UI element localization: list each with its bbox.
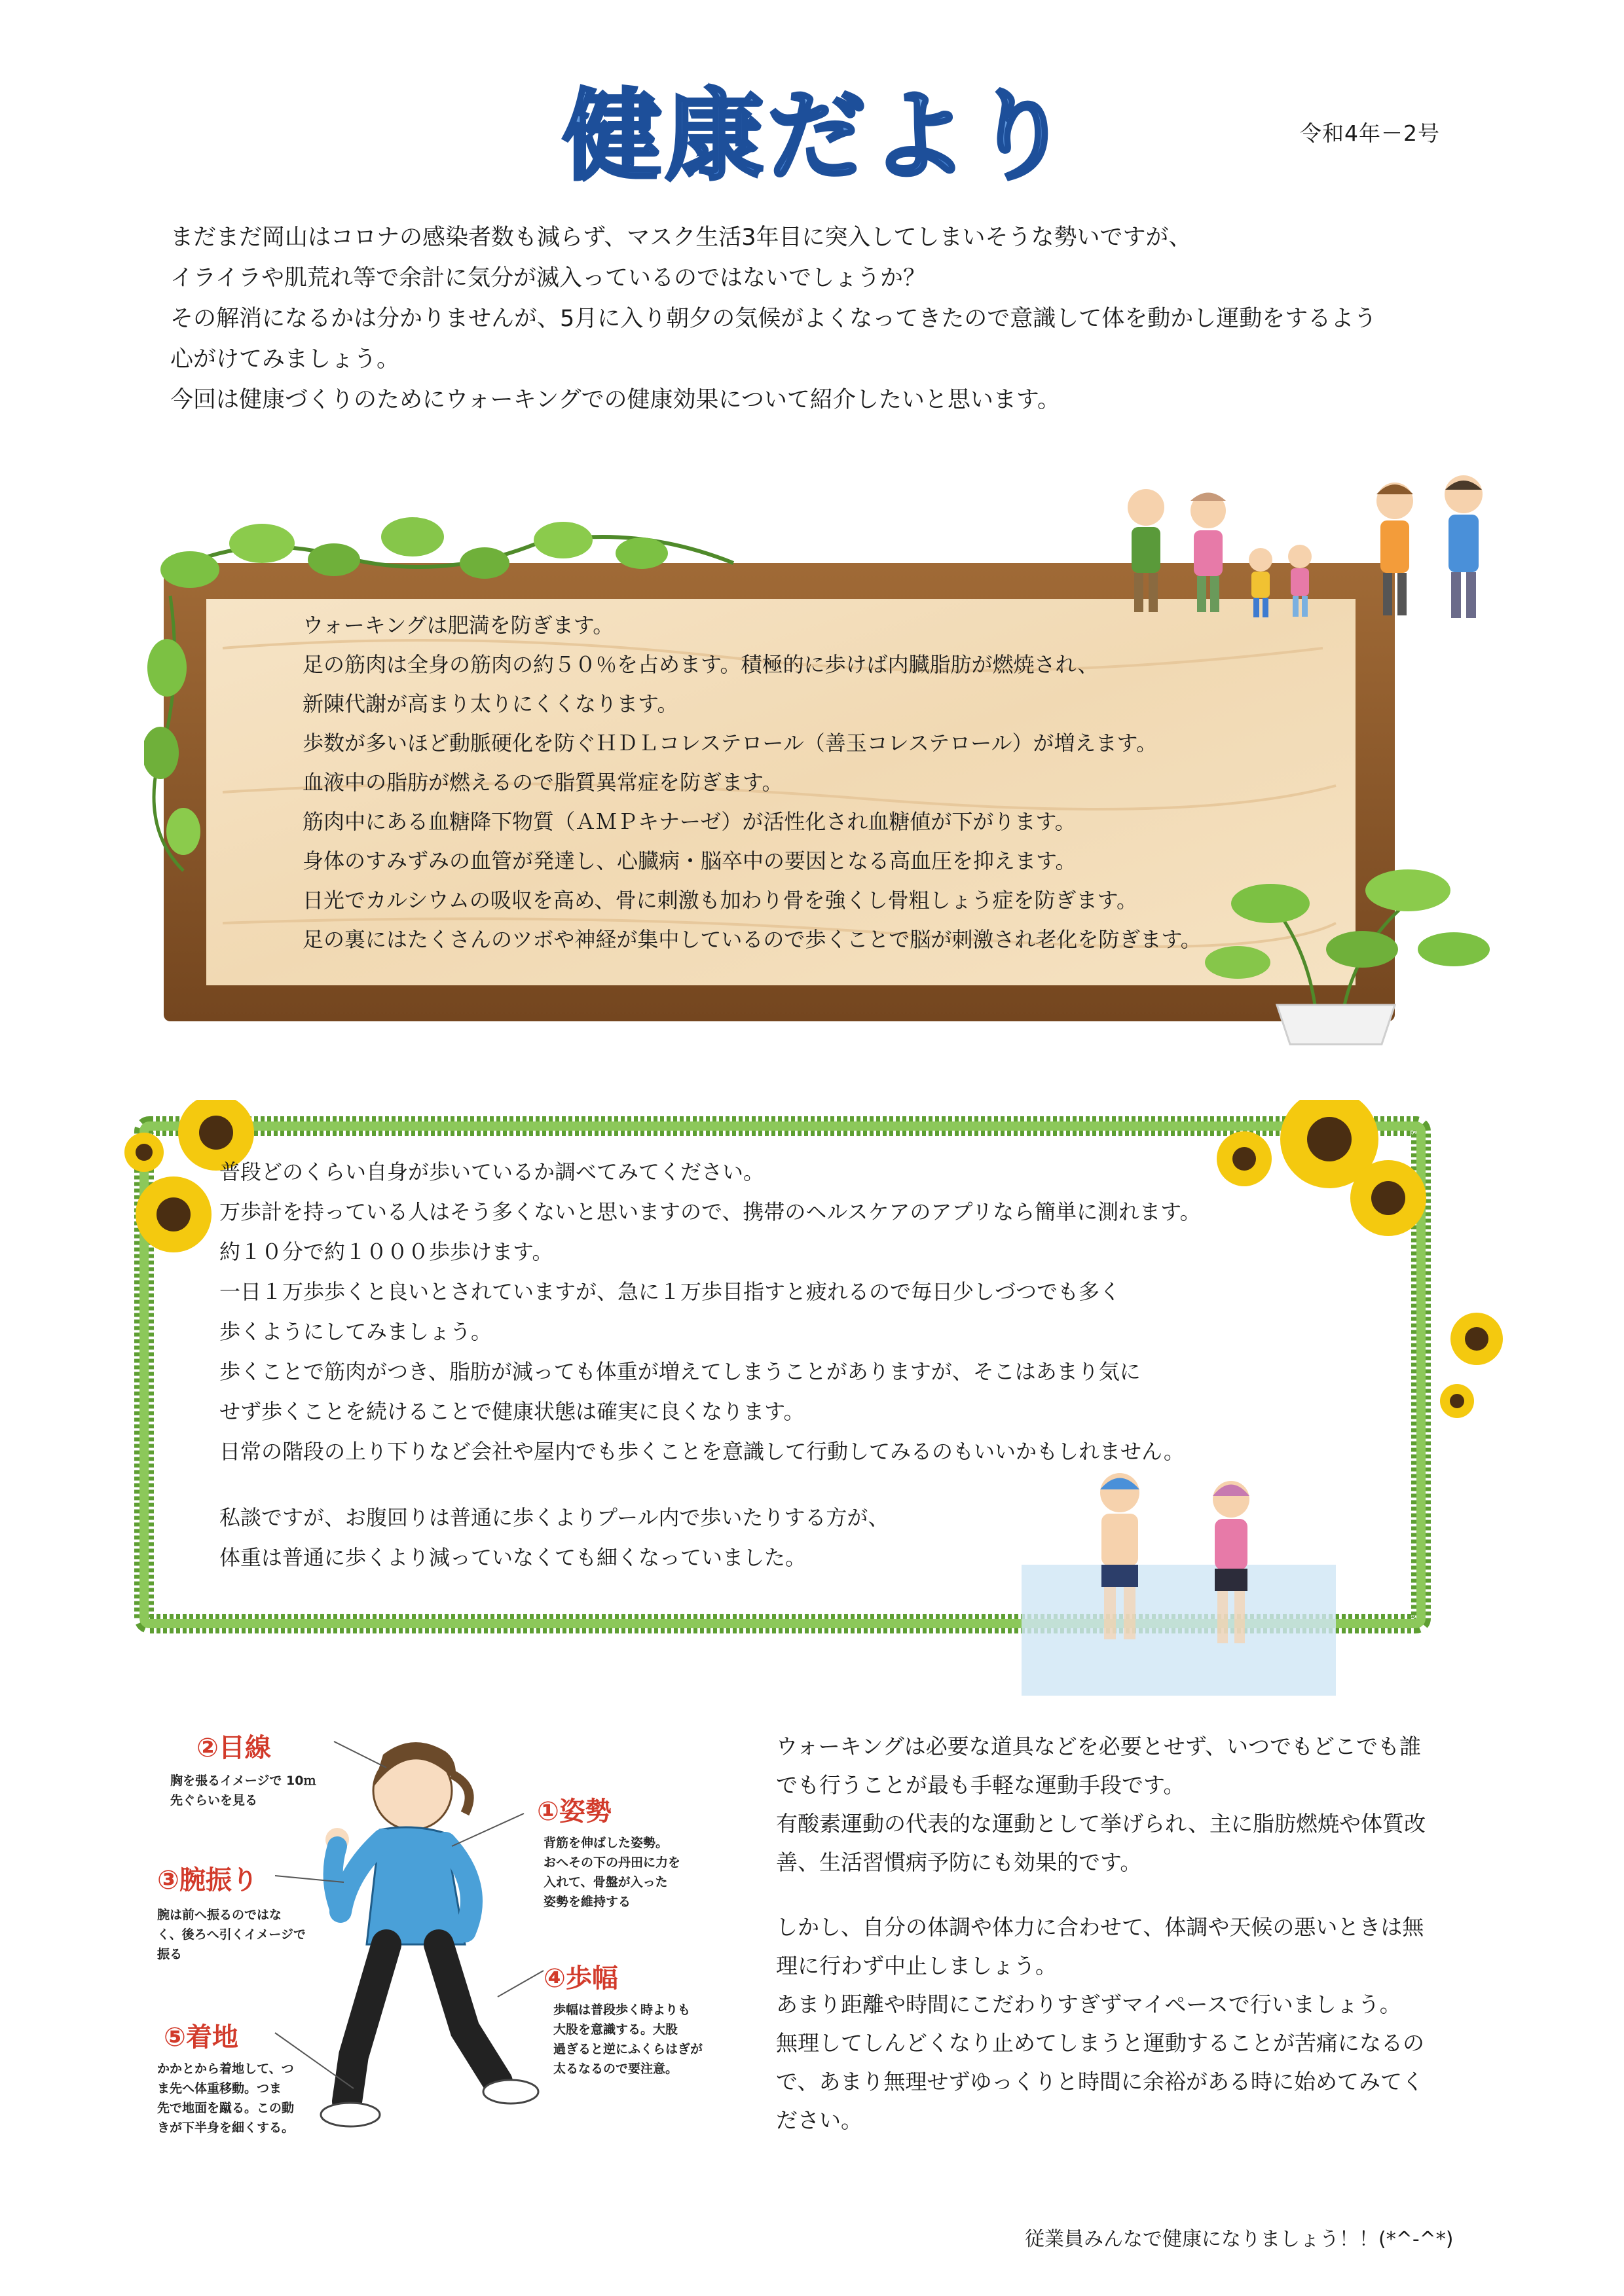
note-landing: かかとから着地して、つ ま先へ体重移動。つま 先で地面を蹴る。この動 きが下半身を細くする。	[157, 2062, 295, 2135]
benefit-line: 新陳代謝が高まり太りにくくなります。	[303, 691, 678, 716]
tip-line: 理に行わず中止しましょう。	[776, 1953, 1057, 1978]
newsletter-title	[537, 72, 1100, 203]
grandpa-figure	[1128, 489, 1164, 612]
walking-family-illustration	[1100, 471, 1506, 642]
advice-line: 普段どのくらい自身が歩いているか調べてみてください。	[219, 1159, 765, 1184]
tip-line: ウォーキングは必要な道具などを必要とせず、いつでもどこでも誰	[776, 1734, 1422, 1759]
tip-line: 善、生活習慣病予防にも効果的です。	[776, 1850, 1142, 1875]
advice-line: せず歩くことを続けることで健康状態は確実に良くなります。	[219, 1399, 805, 1424]
label-stride: ④歩幅	[544, 1963, 618, 1994]
label-posture: ①姿勢	[537, 1796, 612, 1827]
advice-line: 一日１万歩歩くと良いとされていますが、急に１万歩目指すと疲れるので毎日少しづつでも多く	[219, 1279, 1121, 1304]
advice-line: 歩くようにしてみましょう。	[219, 1319, 492, 1344]
note-arm-swing: 腕は前へ振るのではな く、後ろへ引くイメージで 振る	[157, 1908, 306, 1961]
benefit-line: 足の裏にはたくさんのツボや神経が集中しているので歩くことで脳が刺激され老化を防ぎます。	[303, 927, 1202, 952]
benefit-line: 筋肉中にある血糖降下物質（ＡＭＰキナーゼ）が活性化され血糖値が下がります。	[303, 809, 1076, 834]
tip-line: 有酸素運動の代表的な運動として挙げられ、主に脂肪燃焼や体質改	[776, 1811, 1426, 1836]
label-landing: ⑤着地	[164, 2022, 238, 2052]
benefit-line: 血液中の脂肪が燃えるので脂質異常症を防ぎます。	[303, 770, 783, 795]
walking-tips-text	[776, 1727, 1477, 2140]
benefit-line: 日光でカルシウムの吸収を高め、骨に刺激も加わり骨を強くし骨粗しょう症を防ぎます。	[303, 888, 1138, 913]
personal-note-line: 私談ですが、お腹回りは普通に歩くよりプール内で歩いたりする方が、	[219, 1505, 889, 1530]
benefit-line: 身体のすみずみの血管が発達し、心臓病・脳卒中の要因となる高血圧を抑えます。	[303, 848, 1077, 873]
intro-line: まだまだ岡山はコロナの感染者数も減らず、マスク生活3年目に突入してしまいそうな勢いですが、	[170, 225, 1192, 251]
walking-benefits-list	[303, 606, 1202, 959]
walking-form-guide	[157, 1715, 747, 2147]
intro-line: 今回は健康づくりのためにウォーキングでの健康効果について紹介したいと思います。	[170, 387, 1061, 413]
title-text: 健康だより	[563, 80, 1075, 194]
intro-line: その解消になるかは分かりませんが、5月に入り朝夕の気候がよくなってきたので意識して体を動かし運動をするよう	[170, 306, 1377, 332]
tip-line: 無理してしんどくなり止めてしまうと運動することが苦痛になるの	[776, 2030, 1424, 2056]
advice-line: 日常の階段の上り下りなど会社や屋内でも歩くことを意識して行動してみるのもいいかもしれません。	[219, 1439, 1185, 1464]
advice-line: 約１０分で約１０００歩歩けます。	[219, 1239, 553, 1264]
advice-line: 万歩計を持っている人はそう多くないと思いますので、携帯のヘルスケアのアプリなら簡単に測れます。	[219, 1199, 1201, 1224]
intro-line: イライラや肌荒れ等で余計に気分が滅入っているのではないでしょうか？	[170, 265, 926, 291]
potted-plant-illustration	[1198, 851, 1500, 1048]
intro-line: 心がけてみましょう。	[170, 346, 400, 373]
mother-figure	[1376, 483, 1413, 615]
note-posture: 背筋を伸ばした姿勢。 おへその下の丹田に力を 入れて、骨盤が入った 姿勢を維持する	[544, 1836, 681, 1909]
child-figure-1	[1249, 548, 1272, 617]
intro-paragraph	[170, 217, 1480, 420]
tip-line: しかし、自分の体調や体力に合わせて、体調や天候の悪いときは無	[776, 1914, 1424, 1940]
tip-line: あまり距離や時間にこだわりすぎずマイペースで行いましょう。	[776, 1992, 1401, 2017]
closing-message: 従業員みんなで健康になりましょう！！(*^-^*)	[1025, 2228, 1454, 2251]
benefit-line: 足の筋肉は全身の筋肉の約５０％を占めます。積極的に歩けば内臓脂肪が燃焼され、	[303, 652, 1099, 677]
grandma-figure	[1190, 493, 1226, 613]
benefit-line: ウォーキングは肥満を防ぎます。	[303, 613, 614, 638]
pool-water	[1022, 1565, 1336, 1696]
tip-line: ださい。	[776, 2107, 862, 2133]
note-stride: 歩幅は普段歩く時よりも 大股を意識する。大股 過ぎると逆にふくらはぎが 太るなるので要注意。	[553, 2003, 703, 2076]
label-arm-swing: ③腕振り	[157, 1865, 258, 1895]
advice-line: 歩くことで筋肉がつき、脂肪が減っても体重が増えてしまうことがありますが、そこはあまり気に	[219, 1359, 1141, 1384]
child-figure-2	[1288, 545, 1312, 617]
sunflower-small-right	[1428, 1309, 1519, 1421]
benefit-line: 歩数が多いほど動脈硬化を防ぐＨＤＬコレステロール（善玉コレステロール）が増えます。	[303, 731, 1157, 756]
plant-pot	[1277, 1005, 1395, 1044]
pool-walking-illustration	[1022, 1453, 1336, 1696]
father-figure	[1445, 475, 1483, 618]
issue-number: 令和4年－2号	[1300, 120, 1440, 146]
tip-line: でも行うことが最も手軽な運動手段です。	[776, 1772, 1185, 1798]
label-gaze: ②目線	[196, 1733, 271, 1763]
note-gaze: 胸を張るイメージで 10ｍ 先ぐらいを見る	[170, 1774, 316, 1808]
personal-note-line: 体重は普通に歩くより減っていなくても細くなっていました。	[219, 1545, 807, 1570]
tip-line: で、あまり無理せずゆっくりと時間に余裕がある時に始めてみてく	[776, 2069, 1424, 2094]
